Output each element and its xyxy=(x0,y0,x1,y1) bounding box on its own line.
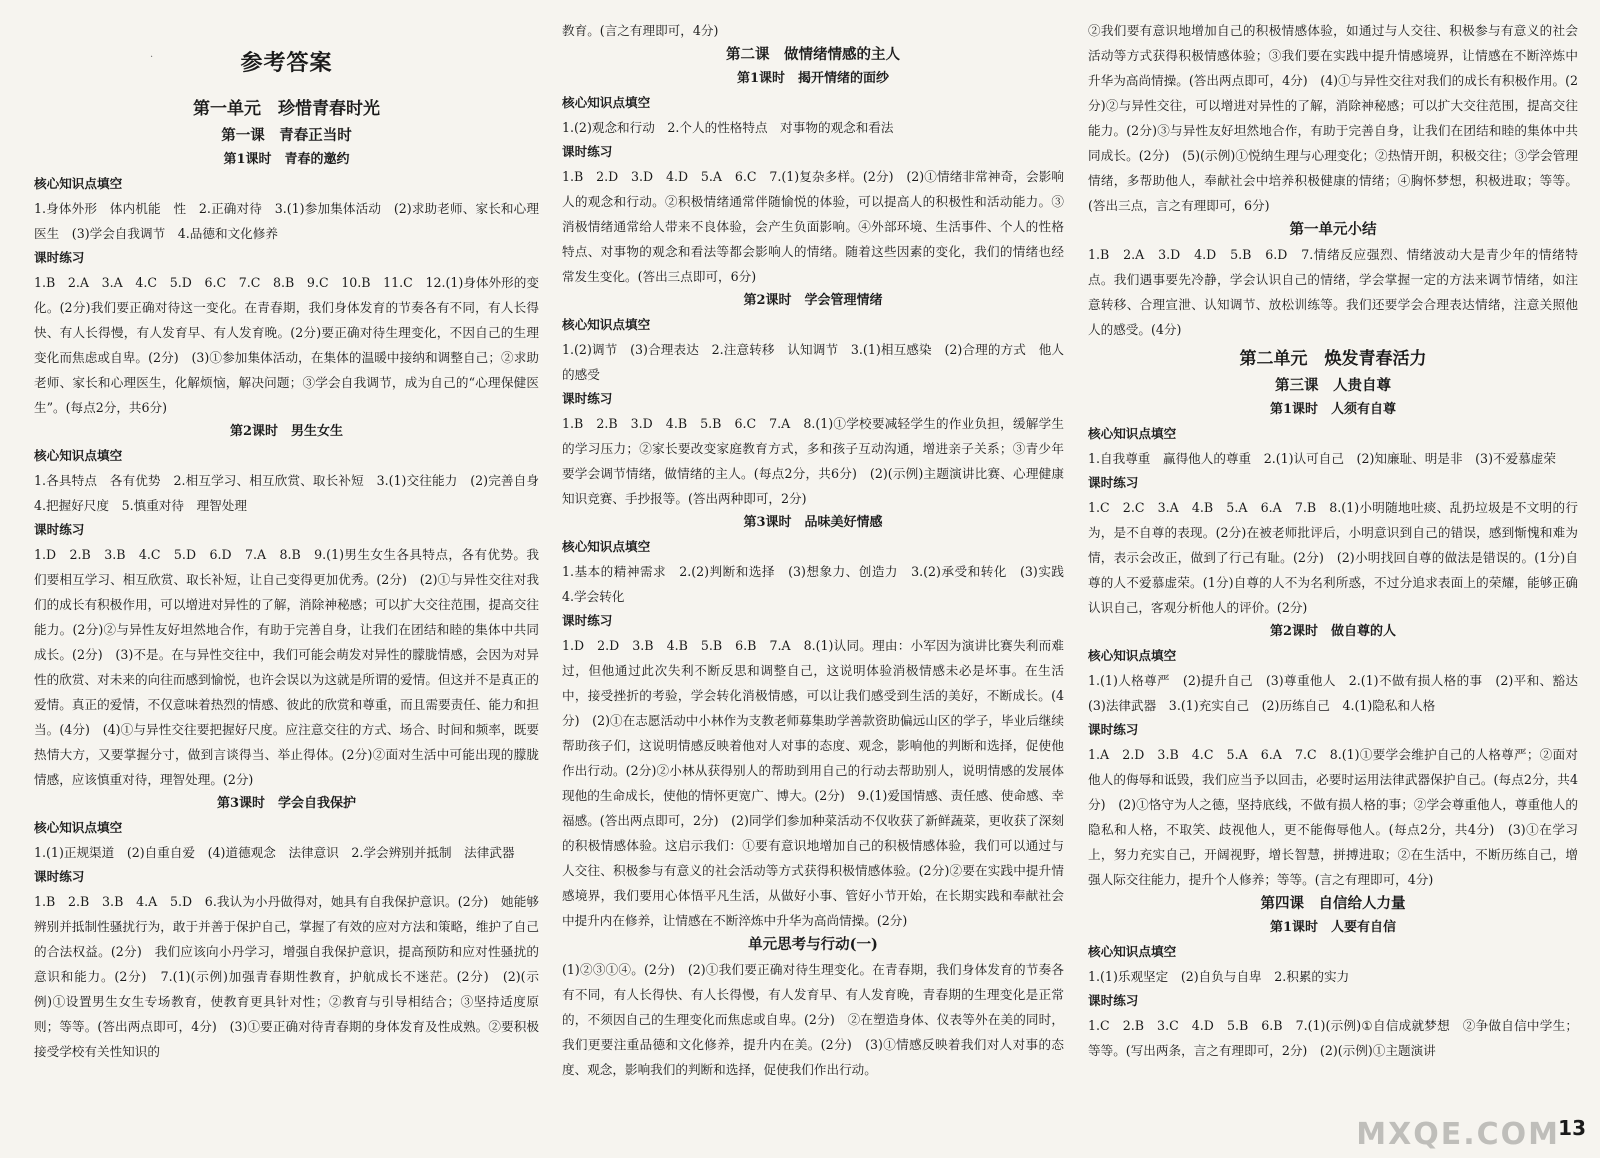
answer-paragraph: ②我们要有意识地增加自己的积极情感体验，如通过与人交往、积极参与有意义的社会活动等方式获得积极情感体验；③我们要在实践中提升情感境界，让情感在不断淬炼中升华为高尚情操。(答出两点即可，4分) (4)①与异性交往对我们的成长有积极作用。(2分)②与异性交往，可以增进对异性的了解，消除神秘感；可以扩大交往范围，提高交往能力。(2分)③与异性友好坦然地合作，有助于完善自身，让我们在团结和睦的集体中共同成长。(2分) (5)(示例)①悦纳生理与心理变化；②热情开朗，积极交往；③学会管理情绪，多帮助他人，奉献社会中培养积极健康的情绪；④胸怀梦想，积极进取；等等。(答出三点，言之有理即可，6分) xyxy=(1088,23,1578,213)
answer-paragraph: (1)②③①④。(2分) (2)①我们要正确对待生理变化。在青春期，我们身体发育的节奏各有不同，有人长得快、有人长得慢，有人发育早、有人发育晚，青春期的生理变化是正常的，不须因自己的生理变化而焦虑或自卑。(2分) ②在塑造身体、仪表等外在美的同时，我们更要注重品德和文化修养，提升内在美。(2分) (3)①情感反映着我们对人对事的态度、观念，影响我们的判断和选择，促使我们作出行动。 xyxy=(562,962,1064,1077)
section-label: 课时练习 xyxy=(1088,993,1139,1008)
section-label: 课时练习 xyxy=(34,522,85,537)
page-title: 参考答案 xyxy=(240,50,333,76)
column-middle xyxy=(562,18,1077,1148)
page-number: 13 xyxy=(1558,1116,1586,1140)
answer-paragraph: 1.(1)正规渠道 (2)自重自爱 (4)道德观念 法律意识 2.学会辨别并抵制 法律武器 xyxy=(34,845,515,860)
section-label: 课时练习 xyxy=(562,613,613,628)
answer-paragraph: 1.C 2.C 3.A 4.B 5.A 6.A 7.B 8.(1)小明随地吐痰、乱扔垃圾是不文明的行为，是不自尊的表现。(2分)在被老师批评后，小明意识到自己的错误，感到惭愧和难为情，表示会改正，做到了行己有耻。(2分) (2)小明找回自尊的做法是错误的。(1分)自尊的人不爱慕虚荣。(1分)自尊的人不为名利所惑，不过分追求表面上的荣耀，能够正确认识自己，客观分析他人的评价。(2分) xyxy=(1088,500,1578,615)
period-heading: 第3课时 学会自我保护 xyxy=(216,796,357,811)
answer-paragraph: 1.B 2.A 3.D 4.D 5.B 6.D 7.情绪反应强烈、情绪波动大是青少年的情绪特点。我们遇事要先冷静，学会认识自己的情绪，学会掌握一定的方法来调节情绪，如注意转移、合理宣泄、认知调节、放松训练等。我们还要学会合理表达情绪，注意关照他人的感受。(4分) xyxy=(1088,247,1578,337)
column-right xyxy=(1088,18,1591,1148)
section-label: 核心知识点填空 xyxy=(1088,426,1177,441)
column-left xyxy=(34,40,552,1148)
answer-paragraph: 1.B 2.B 3.B 4.A 5.D 6.我认为小丹做得对，她具有自我保护意识。(2分) 她能够辨别并抵制性骚扰行为，敢于并善于保护自己，掌握了有效的应对方法和策略，维护了自己的合法权益。(2分) 我们应该向小丹学习，增强自我保护意识，提高预防和应对性骚扰的意识和能力。(2分) 7.(1)(示例)加强青春期性教育，护航成长不迷茫。(2分) (2)(示例)①设置男生女生专场教育，使教育更具针对性；②教育与引导相结合；③坚持适度原则；等等。(答出两点即可，4分) (3)①要正确对待青春期的身体发育及性成熟。②要积极接受学校有关性知识的 xyxy=(34,894,539,1059)
lesson-heading: 第三课 人贵自尊 xyxy=(1275,377,1391,394)
section-label: 核心知识点填空 xyxy=(1088,648,1177,663)
period-heading: 第2课时 做自尊的人 xyxy=(1269,624,1397,639)
answer-paragraph: 1.B 2.D 3.D 4.D 5.A 6.C 7.(1)复杂多样。(2分) (2)①情绪非常神奇，会影响人的观念和行动。②积极情绪通常伴随愉悦的体验，可以提高人的积极性和活动能力。③消极情绪通常给人带来不良体验，会产生负面影响。④外部环境、生活事件、个人的性格特点、对事物的观念和看法等都会影响人的情绪。随着这些因素的变化，我们的情绪也经常发生变化。(答出三点即可，6分) xyxy=(562,169,1064,284)
section-label: 课时练习 xyxy=(34,250,85,265)
period-heading: 第1课时 人须有自尊 xyxy=(1269,402,1397,417)
section-label: 核心知识点填空 xyxy=(34,820,123,835)
period-heading: 第1课时 人要有自信 xyxy=(1269,920,1397,935)
section-label: 核心知识点填空 xyxy=(562,95,651,110)
unit-heading: 第一单元 珍惜青春时光 xyxy=(193,99,380,119)
answer-paragraph: 1.身体外形 体内机能 性 2.正确对待 3.(1)参加集体活动 (2)求助老师、家长和心理医生 (3)学会自我调节 4.品德和文化修养 xyxy=(34,201,539,241)
section-label: 核心知识点填空 xyxy=(562,317,651,332)
answer-paragraph: 教育。(言之有理即可，4分) xyxy=(562,23,719,38)
answer-paragraph: 1.D 2.B 3.B 4.C 5.D 6.D 7.A 8.B 9.(1)男生女生各具特点，各有优势。我们要相互学习、相互欣赏、取长补短，让自己变得更加优秀。(2分) (2)①与异性交往对我们的成长有积极作用，可以增进对异性的了解，消除神秘感；可以扩大交往范围，提高交往能力。(2分)②与异性友好坦然地合作，有助于完善自身，让我们在团结和睦的集体中共同成长。(2分) (3)不是。在与异性交往中，我们可能会萌发对异性的朦胧情感，会因为对异性的欣赏、对未来的向往而感到愉悦，也许会误以为这就是所谓的爱情。但这并不是真正的爱情。真正的爱情，不仅意味着热烈的情感、彼此的欣赏和尊重，而且需要责任、能力和担当。(4分) (4)①与异性交往要把握好尺度。应注意交往的方式、场合、时间和频率，既要热情大方，又要掌握分寸，做到言谈得当、举止得体。(2分)②面对生活中可能出现的朦胧情感，应该慎重对待，理智处理。(2分) xyxy=(34,547,539,787)
section-label: 课时练习 xyxy=(562,144,613,159)
answer-paragraph: 1.C 2.B 3.C 4.D 5.B 6.B 7.(1)(示例)①自信成就梦想 ②争做自信中学生；等等。(写出两条，言之有理即可，2分) (2)(示例)①主题演讲 xyxy=(1088,1018,1578,1058)
answer-paragraph: 1.(1)人格尊严 (2)提升自己 (3)尊重他人 2.(1)不做有损人格的事 (2)平和、豁达 (3)法律武器 3.(1)充实自己 (2)历练自己 4.(1)隐私和人格 xyxy=(1088,673,1591,713)
answer-paragraph: 1.B 2.B 3.D 4.B 5.B 6.C 7.A 8.(1)①学校要减轻学生的作业负担，缓解学生的学习压力；②家长要改变家庭教育方式，多和孩子互动沟通，增进亲子关系；③青少年要学会调节情绪，做情绪的主人。(每点2分，共6分) (2)(示例)主题演讲比赛、心理健康知识竞赛、手抄报等。(答出两种即可，2分) xyxy=(562,416,1064,506)
period-heading: 第1课时 揭开情绪的面纱 xyxy=(736,71,890,86)
section-label: 核心知识点填空 xyxy=(34,176,123,191)
watermark: MXQE.COM xyxy=(1356,1117,1560,1152)
section-label: 核心知识点填空 xyxy=(562,539,651,554)
answer-paragraph: 1.(1)乐观坚定 (2)自负与自卑 2.积累的实力 xyxy=(1088,969,1350,984)
lesson-heading: 第一单元小结 xyxy=(1289,221,1377,238)
answer-paragraph: 1.各具特点 各有优势 2.相互学习、相互欣赏、取长补短 3.(1)交往能力 (2)完善自身 4.把握好尺度 5.慎重对待 理智处理 xyxy=(34,473,552,513)
lesson-heading: 第二课 做情绪情感的主人 xyxy=(726,46,900,63)
section-label: 课时练习 xyxy=(34,869,85,884)
section-label: 核心知识点填空 xyxy=(1088,944,1177,959)
lesson-heading: 第四课 自信给人力量 xyxy=(1260,895,1406,912)
period-heading: 第1课时 青春的邀约 xyxy=(223,152,350,167)
answer-paragraph: 1.自我尊重 赢得他人的尊重 2.(1)认可自己 (2)知廉耻、明是非 (3)不爱慕虚荣 xyxy=(1088,451,1556,466)
section-label: 课时练习 xyxy=(562,391,613,406)
period-heading: 第2课时 学会管理情绪 xyxy=(743,293,883,308)
answer-paragraph: 1.A 2.D 3.B 4.C 5.A 6.A 7.C 8.(1)①要学会维护自己的人格尊严；②面对他人的侮辱和诋毁，我们应当予以回击，必要时运用法律武器保护自己。(每点2分，共4分) (2)①恪守为人之德，坚持底线，不做有损人格的事；②学会尊重他人，尊重他人的隐私和人格，不取笑、歧视他人，更不能侮辱他人。(每点2分，共4分) (3)①在学习上，努力充实自己，开阔视野，增长智慧，拼搏进取；②在生活中，不断历练自己，增强人际交往能力，提升个人修养；等等。(言之有理即可，4分) xyxy=(1088,747,1578,887)
section-label: 课时练习 xyxy=(1088,722,1139,737)
section-label: 核心知识点填空 xyxy=(34,448,123,463)
answer-paragraph: 1.(2)调节 (3)合理表达 2.注意转移 认知调节 3.(1)相互感染 (2)合理的方式 他人的感受 xyxy=(562,342,1064,382)
scan-speck: · xyxy=(150,52,154,63)
period-heading: 第3课时 品味美好情感 xyxy=(743,515,883,530)
period-heading: 第2课时 男生女生 xyxy=(229,424,344,439)
lesson-heading: 单元思考与行动(一) xyxy=(748,936,878,953)
lesson-heading: 第一课 青春正当时 xyxy=(221,127,352,144)
answer-paragraph: 1.D 2.D 3.B 4.B 5.B 6.B 7.A 8.(1)认同。理由：小军因为演讲比赛失利而难过，但他通过此次失利不断反思和调整自己，这说明体验消极情感未必是坏事。在生活中，接受挫折的考验，学会转化消极情感，可以让我们感受到生活的美好，不断成长。(4分) (2)①在志愿活动中小林作为支教老师募集助学善款资助偏远山区的学子，毕业后继续帮助孩子们，这说明情感反映着他对人对事的态度、观念，影响他的判断和选择，促使他作出行动。(2分)②小林从获得别人的帮助到用自己的行动去帮助别人，说明情感的发展体现他的生命成长，使他的情怀更宽广、博大。(2分) 9.(1)爱国情感、责任感、使命感、幸福感。(答出两点即可，2分) (2)同学们参加种菜活动不仅收获了新鲜蔬菜，更收获了深刻的积极情感体验。这启示我们：①要有意识地增加自己的积极情感体验，我们可以通过与人交往、积极参与有意义的社会活动等方式获得积极情感体验。(2分)②要在实践中提升情感境界，我们要用心体悟平凡生活，从做好小事、管好小节开始，在长期实践和奉献社会中提升内在修养，让情感在不断淬炼中升华为高尚情操。(2分) xyxy=(562,638,1064,928)
answer-paragraph: 1.基本的精神需求 2.(2)判断和选择 (3)想象力、创造力 3.(2)承受和转化 (3)实践 4.学会转化 xyxy=(562,564,1077,604)
answer-paragraph: 1.(2)观念和行动 2.个人的性格特点 对事物的观念和看法 xyxy=(562,120,894,135)
answer-paragraph: 1.B 2.A 3.A 4.C 5.D 6.C 7.C 8.B 9.C 10.B 11.C 12.(1)身体外形的变化。(2分)我们要正确对待这一变化。在青春期，我们身体发育的节奏各有不同，有人长得快、有人长得慢，有人发育早、有人发育晚。(2分)要正确对待生理变化，不因自己的生理变化而焦虑或自卑。(2分) (3)①参加集体活动，在集体的温暖中接纳和调整自己；②求助老师、家长和心理医生，化解烦恼，解决问题；③学会自我调节，成为自己的“心理保健医生”。(每点2分，共6分) xyxy=(34,275,539,415)
section-label: 课时练习 xyxy=(1088,475,1139,490)
unit-heading: 第二单元 焕发青春活力 xyxy=(1239,349,1427,369)
